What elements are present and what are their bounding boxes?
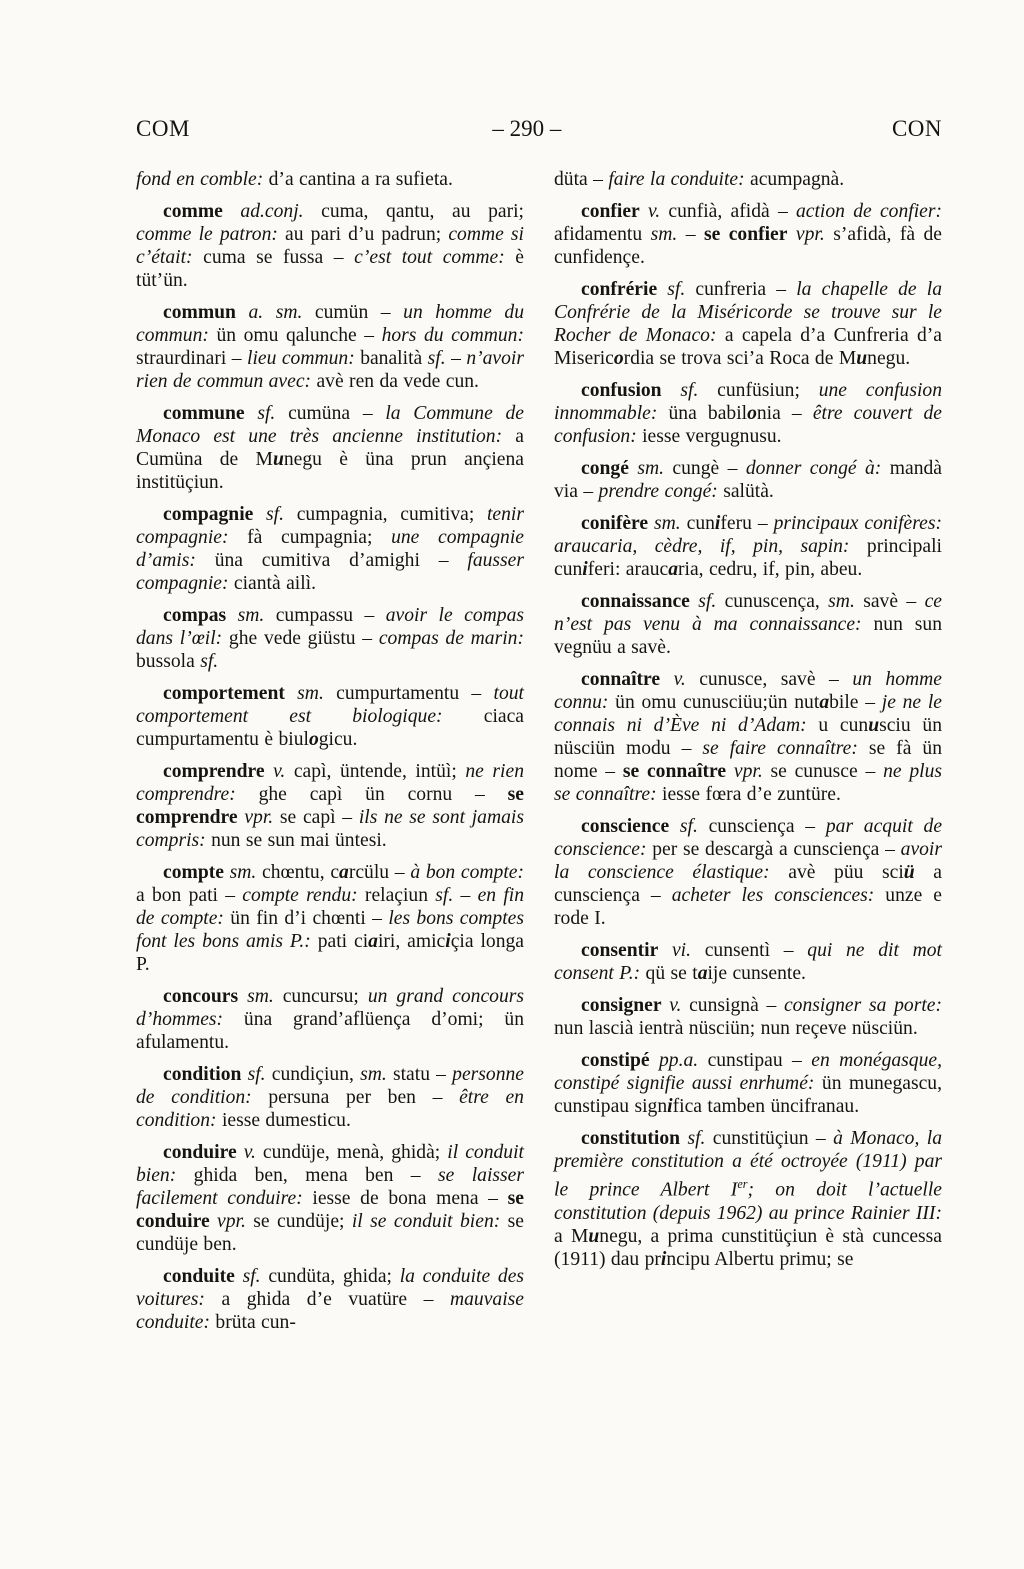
text-segment: o <box>308 729 319 750</box>
text-segment: se laisser facilement conduire: <box>136 1165 524 1209</box>
text-segment: vpr. <box>726 761 763 782</box>
text-segment: sf. <box>244 403 276 424</box>
text-segment: un homme connu: <box>554 669 942 713</box>
text-segment: fà cumpagnia; <box>228 527 392 548</box>
text-segment: nia – <box>756 403 813 424</box>
text-segment: sf. <box>234 1266 261 1287</box>
dictionary-entry <box>554 994 942 1040</box>
dictionary-entry <box>554 200 942 269</box>
text-segment: acumpagnà. <box>744 169 845 190</box>
text-segment: cundüta, ghida; <box>260 1266 400 1287</box>
text-segment: sf. <box>661 380 699 401</box>
text-segment: cunsentì – <box>691 940 808 961</box>
text-segment: consentir <box>581 940 659 961</box>
dictionary-entry <box>554 168 942 191</box>
text-segment: tout comportement est biologique: <box>136 683 524 727</box>
text-segment: compte <box>163 862 224 883</box>
text-segment: avè püu sci <box>769 862 904 883</box>
dictionary-entry <box>554 815 942 930</box>
text-segment: comprendre <box>163 761 265 782</box>
text-segment: personne de condition: <box>136 1064 524 1108</box>
text-segment: ad.conj. <box>222 201 304 222</box>
text-segment: nun lascià ientrà nüsciün; nun reçeve nüsciün. <box>554 1018 918 1039</box>
text-segment: nun se sun mai üntesi. <box>205 830 387 851</box>
text-segment: constipé <box>581 1050 650 1071</box>
text-segment: bile – <box>829 692 882 713</box>
text-segment: ün omu cunusciüu;ün nut <box>608 692 820 713</box>
text-segment: sf. <box>657 279 686 300</box>
text-segment: cuncursu; <box>273 986 368 1007</box>
text-segment: c’est tout comme: <box>354 247 505 268</box>
text-segment: sm. <box>360 1064 387 1085</box>
dictionary-entry <box>554 512 942 581</box>
text-segment: a <box>339 862 349 883</box>
text-segment: fond en comble: <box>136 169 264 190</box>
text-segment: çia longa P. <box>136 931 524 975</box>
text-segment: cunuscença, <box>716 591 829 612</box>
text-segment: negu. <box>867 348 911 369</box>
text-segment: üna grand’aflüença d’omi; ün afulamentu. <box>136 1009 524 1053</box>
text-segment: donner congé à: <box>745 458 882 479</box>
text-segment: feru – <box>720 513 774 534</box>
dictionary-entry <box>554 1127 942 1271</box>
text-segment: hors du commun: <box>381 325 524 346</box>
guide-word-left: COM <box>136 116 190 141</box>
text-segment: condition <box>163 1064 242 1085</box>
text-segment: sm. <box>628 458 664 479</box>
text-segment: comme <box>163 201 223 222</box>
text-segment: se fà ün nome – <box>554 738 942 782</box>
text-segment: cunstipau – <box>698 1050 812 1071</box>
text-segment: cundiçiun, <box>265 1064 361 1085</box>
text-segment: er <box>737 1177 748 1191</box>
text-segment: sf. <box>253 504 285 525</box>
text-segment: i <box>714 513 721 534</box>
text-segment: gicu. <box>318 729 358 750</box>
text-segment: a bon pati – <box>136 885 243 906</box>
text-segment: ghe vede giüstu – <box>222 628 379 649</box>
text-segment: üna babil <box>657 403 748 424</box>
text-segment: être couvert de confusion: <box>554 403 942 447</box>
text-segment: s’afidà, fà de cunfidençe. <box>554 224 942 268</box>
text-segment: iesse dumesticu. <box>216 1110 351 1131</box>
text-segment: a capela d’a Cunfreria d’a Miseric <box>554 325 942 369</box>
text-segment: ne plus se connaître: <box>554 761 942 805</box>
text-segment: tenir compagnie: <box>136 504 524 548</box>
text-segment: ciantà ailì. <box>228 573 316 594</box>
text-segment: se faire connaître: <box>702 738 858 759</box>
dictionary-entry <box>554 379 942 448</box>
text-segment: confier <box>581 201 640 222</box>
text-segment: o <box>613 348 624 369</box>
text-segment: statu – <box>386 1064 453 1085</box>
text-segment: vpr. <box>787 224 825 245</box>
text-segment: cungè – <box>664 458 746 479</box>
text-segment: ils ne se sont jamais compris: <box>136 807 524 851</box>
text-segment: sf. <box>200 651 219 672</box>
text-segment: commune <box>163 403 245 424</box>
text-segment: rdia se trova sci’a Roca de M <box>623 348 857 369</box>
text-segment: consigner <box>581 995 662 1016</box>
text-segment: confrérie <box>581 279 658 300</box>
text-segment: concours <box>163 986 239 1007</box>
text-segment: il conduit bien: <box>136 1142 524 1186</box>
text-segment: cunfreria – <box>685 279 797 300</box>
text-segment: ne rien comprendre: <box>136 761 524 805</box>
text-segment: sf. <box>241 1064 266 1085</box>
text-segment: ce n’est pas venu à ma connaissance: <box>554 591 942 635</box>
text-segment: sm. <box>648 513 681 534</box>
text-segment: sm. <box>238 986 274 1007</box>
text-segment: iesse de bona mena – <box>302 1188 508 1209</box>
text-segment: banalità <box>354 348 428 369</box>
text-segment: la chapelle de la Confrérie de la Miséricorde se trouve sur le Rocher de Monaco: <box>554 279 942 346</box>
dictionary-entry <box>136 168 524 191</box>
text-segment: sm. <box>650 224 678 245</box>
text-segment: se conduire <box>136 1188 524 1232</box>
text-segment: commun <box>163 302 236 323</box>
text-segment: sciu ün nüsciün modu – <box>554 715 942 759</box>
text-segment: ghe capì ün cornu – <box>235 784 508 805</box>
text-segment: per se descargà a cunsciença – <box>646 839 901 860</box>
text-segment: negu è üna prun ançiena institüçiun. <box>136 449 524 493</box>
text-segment: se comprendre <box>136 784 524 828</box>
text-segment: cumpurtamentu – <box>323 683 494 704</box>
text-segment: a <box>697 963 708 984</box>
text-segment: se cundüje ben. <box>136 1211 524 1255</box>
text-segment: connaissance <box>581 591 690 612</box>
text-segment: il se conduit bien: <box>351 1211 501 1232</box>
text-segment: v. <box>264 761 286 782</box>
text-segment: connaître <box>581 669 661 690</box>
text-segment: action de confier: <box>796 201 942 222</box>
text-segment: salütà. <box>717 481 774 502</box>
text-segment: sm. <box>284 683 324 704</box>
text-segment: ciaca cumpurtamentu è biul <box>136 706 524 750</box>
text-segment: ncipu Albertu primu; se <box>666 1248 854 1270</box>
text-segment: cunstitüçiun – <box>705 1128 834 1149</box>
text-segment: sf. <box>427 348 446 369</box>
page-content <box>136 116 942 1343</box>
text-segment: iri, amic <box>377 931 446 952</box>
text-segment: cumüna – <box>275 403 386 424</box>
text-segment: congé <box>581 458 629 479</box>
text-segment: compas de marin: <box>378 628 524 649</box>
text-segment: se cundüje; <box>245 1211 352 1232</box>
dictionary-entry <box>136 682 524 751</box>
text-segment: cumpassu – <box>264 605 386 626</box>
text-segment: a. sm. <box>235 302 303 323</box>
text-segment: avoir la conscience élastique: <box>554 839 942 883</box>
text-segment: sm. <box>828 591 855 612</box>
text-segment: bussola <box>136 651 201 672</box>
text-segment: être en condition: <box>136 1087 524 1131</box>
dictionary-entry <box>136 985 524 1054</box>
text-segment: sm. <box>226 605 265 626</box>
text-segment: i <box>660 1248 667 1270</box>
text-segment: je ne le connais ni d’Ève ni d’Adam: <box>554 692 943 736</box>
text-segment: au pari d’u padrun; <box>277 224 449 245</box>
text-segment: principaux conifères: araucaria, cèdre, if, pin, sapin: <box>554 513 942 557</box>
text-segment: constitution <box>581 1128 681 1149</box>
text-segment: ghida ben, mena ben – <box>176 1165 438 1186</box>
text-segment: cun <box>680 513 715 534</box>
text-segment: relaçiun <box>357 885 436 906</box>
text-segment: la Commune de Monaco est une très ancienne institution: <box>136 403 524 447</box>
text-segment: ije cunsente. <box>707 963 806 984</box>
text-segment: cunusce, savè – <box>685 669 853 690</box>
text-segment: la conduite des voitures: <box>136 1266 525 1310</box>
dictionary-entry <box>554 668 942 806</box>
dictionary-entry <box>554 1049 942 1118</box>
dictionary-entry <box>554 590 942 659</box>
text-segment: afidamentu <box>554 224 651 245</box>
text-segment: – <box>445 348 467 369</box>
text-segment: u <box>588 1225 600 1247</box>
text-segment: vpr. <box>209 1211 246 1232</box>
text-segment: feri: arauc <box>587 559 669 580</box>
text-segment: ; on doit l’actuelle constitution (depuis 1962) au prince Rainier III: <box>554 1179 942 1224</box>
text-segment: pati ci <box>310 931 369 952</box>
text-segment: cuma, qantu, au pari; <box>303 201 524 222</box>
text-segment: conifère <box>581 513 649 534</box>
text-segment: cunfià, afidà – <box>660 201 796 222</box>
text-segment: v. <box>236 1142 256 1163</box>
text-segment: i <box>445 931 451 952</box>
text-segment: cuma se fussa – <box>192 247 355 268</box>
dictionary-entry <box>136 861 524 976</box>
text-segment: ün fin d’i chœnti – <box>223 908 389 929</box>
page-number: – 290 – <box>492 116 562 141</box>
text-segment: cunfüsiun; <box>698 380 819 401</box>
text-segment: une compagnie d’amis: <box>136 527 524 571</box>
text-segment: savè – <box>854 591 925 612</box>
dictionary-entry <box>136 301 524 393</box>
text-segment: üna cumitiva d’amighi – <box>195 550 468 571</box>
text-segment: – <box>677 224 704 245</box>
text-segment: faire la conduite: <box>608 169 745 190</box>
text-segment: par acquit de conscience: <box>554 816 943 860</box>
text-segment: a M <box>554 1225 589 1247</box>
text-segment: conduite <box>163 1266 235 1287</box>
text-segment: vpr. <box>237 807 274 828</box>
text-segment: brüta cun- <box>210 1312 296 1333</box>
dictionary-entry <box>136 604 524 673</box>
text-segment: a Cumüna de M <box>136 426 524 470</box>
text-segment: a <box>668 559 678 580</box>
text-segment: un grand concours d’hommes: <box>136 986 524 1030</box>
dictionary-entry <box>136 1265 524 1334</box>
text-segment: compte rendu: <box>242 885 358 906</box>
text-segment: fica tamben üncifranau. <box>672 1096 860 1117</box>
text-segment: persuna per ben – <box>251 1087 460 1108</box>
text-segment: v. <box>660 669 686 690</box>
text-segment: straurdinari – <box>136 348 247 369</box>
text-segment: u <box>856 348 868 369</box>
text-segment: u <box>272 449 284 470</box>
text-segment: cunsciença – <box>697 816 826 837</box>
text-segment: avè ren da vede cun. <box>311 371 479 392</box>
text-segment: ün omu qalunche – <box>208 325 382 346</box>
text-segment: sf. <box>680 1128 706 1149</box>
text-segment: iesse fœra d’e zuntüre. <box>656 784 841 805</box>
dictionary-entry <box>136 1141 524 1256</box>
text-segment: vi. <box>658 940 692 961</box>
dictionary-entry <box>136 402 524 494</box>
text-segment: à bon compte: <box>410 862 525 883</box>
dictionary-entry <box>554 457 942 503</box>
text-segment: en monégasque, constipé signifie aussi enrhumé: <box>554 1050 942 1094</box>
page-header <box>136 116 942 142</box>
text-segment: fausser compagnie: <box>136 550 524 594</box>
text-segment: unze e rode I. <box>554 885 942 929</box>
text-segment: pp.a. <box>649 1050 699 1071</box>
text-segment: confusion <box>581 380 662 401</box>
text-segment: consigner sa porte: <box>783 995 942 1016</box>
right-column <box>554 168 942 1343</box>
text-segment: u cun <box>806 715 869 736</box>
text-segment: en fin de compte: <box>136 885 524 929</box>
text-segment: principali cun <box>554 536 943 580</box>
text-segment: è tüt’ün. <box>136 247 524 291</box>
text-segment: sf. <box>689 591 717 612</box>
text-segment: une confusion innommable: <box>554 380 942 424</box>
text-segment: qü se t <box>640 963 698 984</box>
text-segment: chœntu, c <box>256 862 340 883</box>
left-column <box>136 168 524 1343</box>
text-segment: i <box>582 559 588 580</box>
text-segment: düta – <box>554 169 609 190</box>
text-segment: ün munegascu, cunstipau sign <box>554 1073 942 1117</box>
text-segment: sf. <box>435 885 454 906</box>
text-segment: v. <box>661 995 682 1016</box>
dictionary-entry <box>136 503 524 595</box>
dictionary-entry <box>136 760 524 852</box>
text-segment: rcülu – <box>348 862 411 883</box>
text-segment: – <box>453 885 478 906</box>
text-segment: cundüje, menà, ghidà; <box>255 1142 448 1163</box>
text-segment: qui ne dit mot consent P.: <box>554 940 942 984</box>
text-segment: a cunsciença – <box>554 862 942 906</box>
text-segment: cumün – <box>302 302 404 323</box>
text-segment: se cunusce – <box>762 761 884 782</box>
text-segment: i <box>667 1096 673 1117</box>
text-segment: conscience <box>581 816 670 837</box>
text-segment: comportement <box>163 683 285 704</box>
text-segment: v. <box>639 201 661 222</box>
dictionary-entry <box>136 1063 524 1132</box>
text-segment: un homme du commun: <box>136 302 524 346</box>
text-segment: prendre congé: <box>598 481 718 502</box>
text-segment: compas <box>163 605 227 626</box>
text-segment: mauvaise conduite: <box>136 1289 524 1333</box>
text-segment: iesse vergugnusu. <box>636 426 782 447</box>
text-segment: a <box>368 931 378 952</box>
text-segment: lieu commun: <box>247 348 355 369</box>
text-segment: se connaître <box>622 761 727 782</box>
text-segment: comme le patron: <box>136 224 278 245</box>
text-segment: conduire <box>163 1142 237 1163</box>
dictionary-entry <box>136 200 524 292</box>
text-segment: n’avoir rien de commun avec: <box>136 348 524 392</box>
text-segment: mandà via – <box>554 458 942 502</box>
text-segment: capì, üntende, intüì; <box>285 761 466 782</box>
text-segment: d’a cantina a ra sufieta. <box>263 169 453 190</box>
text-segment: nun sun vegnüu a savè. <box>554 614 942 658</box>
dictionary-entry <box>554 278 942 370</box>
text-segment: les bons comptes font les bons amis P.: <box>136 908 524 952</box>
text-segment: negu, a prima cunstitüçiun è stà cuncessa (1911) dau pr <box>554 1225 942 1270</box>
text-columns <box>136 168 942 1343</box>
text-segment: a ghida d’e vuatüre – <box>204 1289 450 1310</box>
text-segment: u <box>868 715 880 736</box>
text-segment: avoir le compas dans l’œil: <box>136 605 524 649</box>
text-segment: acheter les consciences: <box>671 885 875 906</box>
text-segment: sf. <box>669 816 698 837</box>
text-segment: cunsignà – <box>681 995 784 1016</box>
text-segment: o <box>747 403 757 424</box>
text-segment: se confier <box>703 224 788 245</box>
text-segment: ü <box>903 862 915 883</box>
text-segment: cumpagnia, cumitiva; <box>284 504 487 525</box>
text-segment: à Monaco, la première constitution a été octroyée (1911) par le prince Albert I <box>554 1128 942 1201</box>
text-segment: sm. <box>223 862 257 883</box>
text-segment: compagnie <box>163 504 254 525</box>
text-segment: a <box>819 692 830 713</box>
text-segment: se capì – <box>273 807 359 828</box>
guide-word-right: CON <box>891 116 942 141</box>
text-segment: ria, cedru, if, pin, abeu. <box>678 559 863 580</box>
text-segment: comme si c’était: <box>136 224 524 268</box>
dictionary-entry <box>554 939 942 985</box>
